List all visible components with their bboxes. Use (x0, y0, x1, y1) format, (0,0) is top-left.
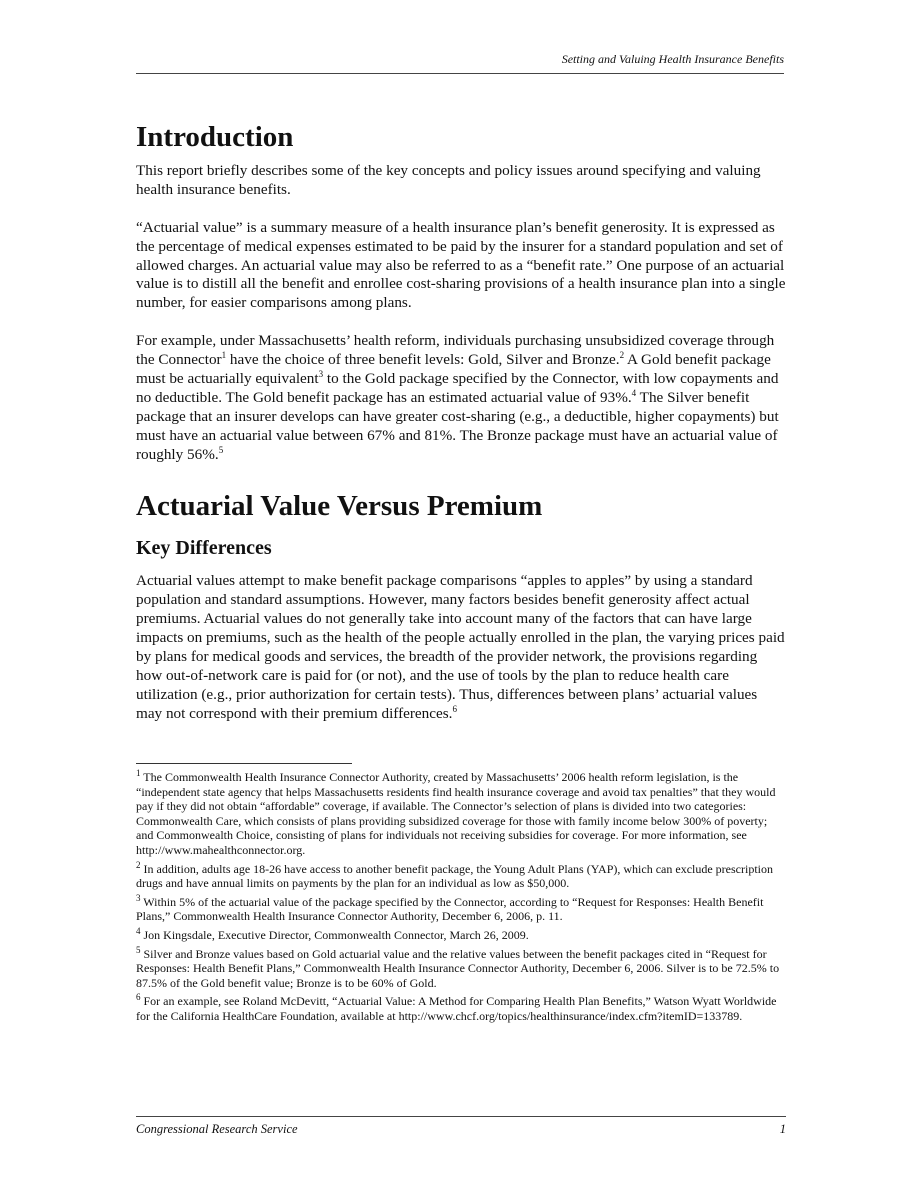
footnote-ref-4[interactable]: 4 (631, 387, 637, 398)
footnote-number: 5 (136, 944, 141, 955)
main-content (136, 122, 786, 743)
running-header (136, 52, 784, 74)
footnote-6: $^6$ For an example, see Roland McDevitt, “Actuarial Value: A Method for Comparing Health Plan Benefits,” Watson Wyatt Worldwide for the California HealthCare Foundation, available at http://www.chcf.org/topics/healthinsurance/index.cfm?itemID=133789. (136, 992, 777, 1023)
footnote-ref-1[interactable]: 1 (221, 350, 227, 361)
footnote-separator (136, 763, 352, 764)
footnote-number: 6 (136, 992, 141, 1003)
av-section-heading: Actuarial Value Versus Premium (136, 489, 543, 522)
footnote-ref-2[interactable]: 2 (619, 350, 625, 361)
page-footer (136, 1116, 786, 1137)
footnote-5: $^5$ Silver and Bronze values based on Gold actuarial value and the relative values between the benefit packages cited in “Request for Responses: Health Benefit Plans,” Commonwealth Health Insurance Connector Authority, December 6, 2006. Silver is to be 72.5% to 87.5% of the Gold benefit value; Bronze is to be 60% of Gold. (136, 944, 780, 990)
page-number: 1 (779, 1122, 786, 1136)
footnote-3: $^3$ Within 5% of the actuarial value of the package specified by the Connector, according to “Request for Responses: Health Benefit Plans,” Commonwealth Health Insurance Connector Authority, December 6, 2006, p. 11. (136, 892, 764, 924)
footnote-ref-3[interactable]: 3 (318, 368, 324, 379)
footnote-number: 1 (136, 768, 141, 778)
footer-publisher: Congressional Research Service (136, 1122, 298, 1136)
intro-paragraph-3: For example, under Massachusetts’ health reform, individuals purchasing unsubsidized coverage through the Connector$^1$ have the choice of three benefit levels: Gold, Silver and Bronze.$^2$ A Gold benefit package must be actuarially equivalent$^3$ to the Gold package specified by the Connector, with low copayments and no deductible. The Gold benefit package has an estimated actuarial value of 93%.$^4$ The Silver benefit package that an insurer develops can have greater cost-sharing (e.g., a deductible, higher copayments) but must have an actuarial value between 67% and 81%. The Bronze package must have an actuarial value of roughly 56%.$^5$ (136, 332, 779, 463)
footnote-4: $^4$ Jon Kingsdale, Executive Director, Commonwealth Connector, March 26, 2009. (136, 925, 529, 942)
footnote-2: $^2$ In addition, adults age 18-26 have access to another benefit package, the Young Adult Plans (YAP), which can exclude prescription drugs and have annual limits on payments by the plan for an individual as low as $50,000. (136, 859, 774, 891)
footnote-number: 2 (136, 859, 141, 870)
running-title: Setting and Valuing Health Insurance Benefits (561, 52, 784, 66)
footnote-1: $^1$ The Commonwealth Health Insurance Connector Authority, created by Massachusetts’ 2006 health reform legislation, is the “independent state agency that helps Massachusetts residents find health insurance coverage and avoid tax penalties” that they would pay if they did not obtain “affordable” coverage, if available. The Connector’s selection of plans is divided into two categories: Commonwealth Care, which consists of plans providing subsidized coverage for those with family income below 300% of poverty; and Commonwealth Choice, consisting of plans for individuals not receiving subsidies for coverage. For more information, see http://www.mahealthconnector.org. (136, 768, 776, 857)
footnotes (136, 770, 786, 1028)
footnote-ref-6[interactable]: 6 (452, 703, 457, 714)
av-paragraph-1: Actuarial values attempt to make benefit package comparisons “apples to apples” by using a standard population and standard assumptions. However, many factors besides benefit generosity affect actual premiums. Actuarial values do not generally take into account many of the factors that can have large impacts on premiums, such as the health of the people actually enrolled in the plan, the varying prices paid by plans for medical goods and services, the breadth of the provider network, the provisions regarding how out-of-network care is paid for (or not), and the use of tools by the plan to reduce health care utilization (e.g., prior authorization for certain tests). Thus, differences between plans’ actuarial values may not correspond with their premium differences.$^6$ (136, 572, 785, 722)
footnote-ref-5[interactable]: 5 (218, 444, 224, 455)
footnote-number: 3 (136, 892, 141, 903)
intro-paragraph-1: This report briefly describes some of the key concepts and policy issues around specifying and valuing health insurance benefits. (136, 161, 761, 198)
key-differences-subheading: Key Differences (136, 537, 272, 560)
footnote-number: 4 (136, 925, 141, 936)
intro-paragraph-2: “Actuarial value” is a summary measure of a health insurance plan’s benefit generosity. It is expressed as the percentage of medical expenses estimated to be paid by the insurer for a standard population and set of allowed charges. An actuarial value may also be referred to as a “benefit rate.” One purpose of an actuarial value is to distill all the benefit and enrollee cost-sharing provisions of a health insurance plan into a single number, for easier comparisons among plans. (136, 218, 786, 312)
intro-heading: Introduction (136, 121, 294, 153)
